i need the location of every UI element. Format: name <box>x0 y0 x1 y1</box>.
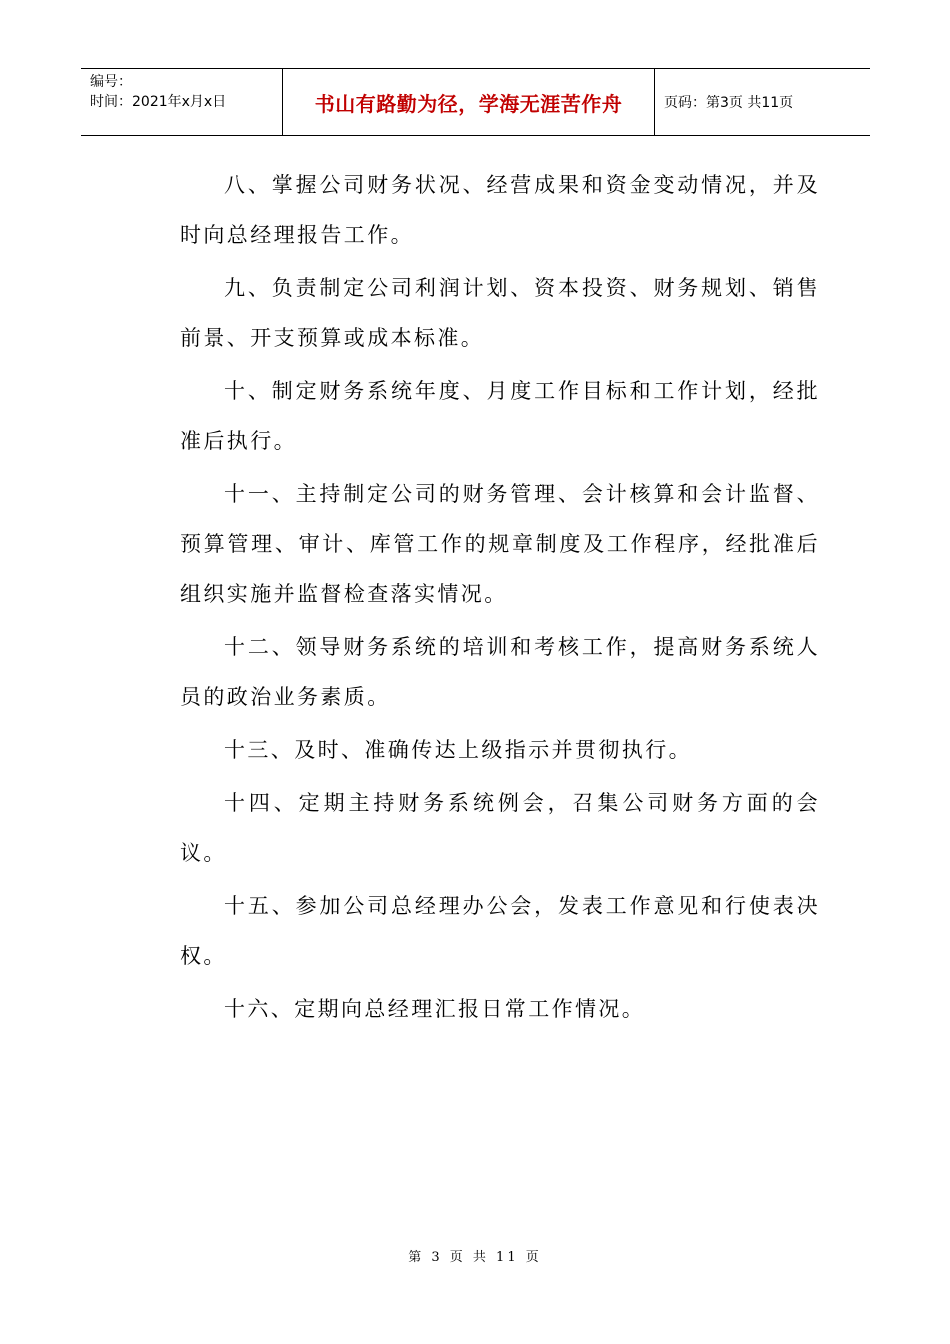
paragraph: 十六、定期向总经理汇报日常工作情况。 <box>224 997 646 1021</box>
document-body <box>180 160 820 1037</box>
paragraph: 十二、领导财务系统的培训和考核工作，提高财务系统人员的政治业务素质。 <box>180 635 820 709</box>
paragraph: 九、负责制定公司利润计划、资本投资、财务规划、销售前景、开支预算或成本标准。 <box>180 276 820 350</box>
header-page-cell <box>655 69 870 135</box>
paragraph: 十、制定财务系统年度、月度工作目标和工作计划，经批准后执行。 <box>180 379 820 453</box>
footer-page-number: 第 3 页 共 11 页 <box>408 1250 542 1265</box>
page-footer <box>0 1246 950 1265</box>
header-page-info: 页码：第3页 共11页 <box>664 95 794 111</box>
paragraph: 八、掌握公司财务状况、经营成果和资金变动情况，并及时向总经理报告工作。 <box>180 173 820 247</box>
header-motto-cell <box>283 69 655 135</box>
paragraph: 十五、参加公司总经理办公会，发表工作意见和行使表决权。 <box>180 894 820 968</box>
paragraph: 十一、主持制定公司的财务管理、会计核算和会计监督、预算管理、审计、库管工作的规章制度及工作程序，经批准后组织实施并监督检查落实情况。 <box>180 482 820 606</box>
document-date: 时间：2021年x月x日 <box>90 94 227 110</box>
document-number-label: 编号： <box>90 74 132 90</box>
header-info-cell <box>81 69 283 135</box>
paragraph: 十三、及时、准确传达上级指示并贯彻执行。 <box>224 738 692 762</box>
page-header <box>81 68 870 136</box>
header-motto: 书山有路勤为径，学海无涯苦作舟 <box>314 91 623 116</box>
paragraph: 十四、定期主持财务系统例会，召集公司财务方面的会议。 <box>180 791 820 865</box>
